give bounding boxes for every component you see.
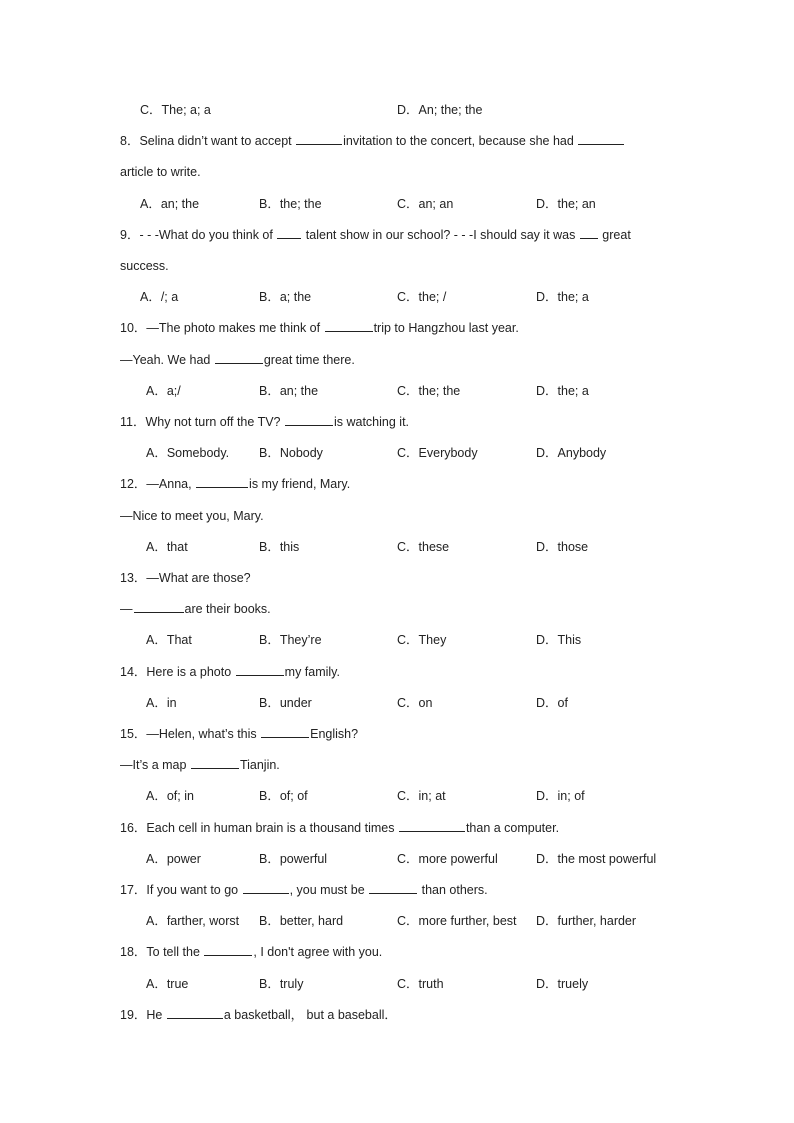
q16-text-2: than a computer. [465, 821, 560, 835]
q9-blank-1 [277, 227, 301, 239]
q11-text-1: 11．Why not turn off the TV? [120, 415, 284, 429]
q9-option-b[interactable]: B．a; the [259, 290, 312, 304]
q11-blank-1 [285, 414, 333, 426]
q16-options [0, 851, 794, 867]
q14-text-2: my family. [284, 665, 340, 679]
q12-stem-line2: —Nice to meet you, Mary. [120, 509, 264, 523]
q11-option-b[interactable]: B．Nobody [259, 446, 323, 460]
q18-text-2: , I don't agree with you. [253, 945, 383, 959]
q12-stem [120, 476, 350, 492]
q14-stem [120, 664, 340, 680]
q10-blank-2 [215, 352, 263, 364]
q9-option-a[interactable]: A．/; a [140, 290, 179, 304]
q17-text-3: than others. [418, 883, 488, 897]
q12-option-d[interactable]: D．those [536, 540, 589, 554]
q12-text-1: 12．—Anna, [120, 477, 196, 491]
q14-option-c[interactable]: C．on [397, 696, 433, 710]
q15-stem [120, 726, 358, 742]
q12-options [0, 539, 794, 555]
q9-text-2: talent show in our school? - - -I should say it was [302, 228, 579, 242]
q18-text-1: 18．To tell the [120, 945, 204, 959]
q8-option-b[interactable]: B．the; the [259, 197, 322, 211]
q14-text-1: 14．Here is a photo [120, 665, 235, 679]
q15-option-c[interactable]: C．in; at [397, 789, 446, 803]
q15-option-a[interactable]: A．of; in [146, 789, 194, 803]
q17-options [0, 913, 794, 929]
q11-option-c[interactable]: C．Everybody [397, 446, 478, 460]
q19-stem [120, 1007, 397, 1023]
q13-text-1: — [120, 602, 133, 616]
q12-option-b[interactable]: B．this [259, 540, 300, 554]
q17-text-1: 17．If you want to go [120, 883, 242, 897]
q16-text-1: 16．Each cell in human brain is a thousand times [120, 821, 398, 835]
q16-stem [120, 820, 559, 836]
q13-stem-line2 [120, 601, 271, 617]
q8-blank-1 [296, 133, 342, 145]
q10-text-3: —Yeah. We had [120, 353, 214, 367]
q18-blank-1 [204, 944, 252, 956]
q14-options [0, 695, 794, 711]
q17-text-2: , you must be [289, 883, 369, 897]
q16-option-d[interactable]: D．the most powerful [536, 852, 657, 866]
q10-options [0, 383, 794, 399]
q18-stem [120, 944, 382, 960]
q19-text-2: a basketball， but a baseball． [223, 1008, 397, 1022]
q18-option-c[interactable]: C．truth [397, 977, 444, 991]
q8-option-d[interactable]: D．the; an [536, 197, 596, 211]
q12-option-a[interactable]: A．that [146, 540, 188, 554]
q10-option-a[interactable]: A．a;/ [146, 384, 181, 398]
q18-option-a[interactable]: A．true [146, 977, 189, 991]
q12-blank-1 [196, 476, 248, 488]
q15-text-2: English? [310, 727, 359, 741]
q17-option-c[interactable]: C．more further, best [397, 914, 517, 928]
q13-option-a[interactable]: A．That [146, 633, 192, 647]
q9-stem [120, 227, 631, 243]
q15-blank-2 [191, 757, 239, 769]
q10-blank-1 [325, 320, 373, 332]
q12-text-2: is my friend, Mary. [249, 477, 351, 491]
q7-option-c[interactable]: C．The; a; a [140, 103, 211, 117]
q15-options [0, 788, 794, 804]
q8-stem-line2: article to write. [120, 165, 201, 179]
q10-text-1: 10．—The photo makes me think of [120, 321, 324, 335]
q15-text-1: 15．—Helen, what’s this [120, 727, 261, 741]
q17-blank-1 [243, 882, 289, 894]
q10-stem [120, 320, 519, 336]
q13-blank-1 [134, 601, 184, 613]
q17-blank-2 [369, 882, 417, 894]
q10-text-4: great time there. [263, 353, 355, 367]
q13-option-c[interactable]: C．They [397, 633, 447, 647]
q9-text-3: great [598, 228, 631, 242]
q8-text-2: invitation to the concert, because she had [343, 134, 578, 148]
q8-options [0, 196, 794, 212]
q15-option-b[interactable]: B．of; of [259, 789, 308, 803]
q15-stem-line2 [120, 757, 280, 773]
q14-option-a[interactable]: A．in [146, 696, 177, 710]
q13-text-2: are their books. [184, 602, 271, 616]
q9-option-c[interactable]: C．the; / [397, 290, 447, 304]
q17-option-a[interactable]: A．farther, worst [146, 914, 240, 928]
q13-options [0, 632, 794, 648]
q10-stem-line2 [120, 352, 355, 368]
q9-text-1: 9．- - -What do you think of [120, 228, 277, 242]
q8-stem [120, 133, 625, 149]
q10-text-2: trip to Hangzhou last year. [373, 321, 519, 335]
q15-text-4: Tianjin. [239, 758, 280, 772]
q8-blank-2 [578, 133, 624, 145]
q9-blank-2 [580, 227, 598, 239]
q10-option-d[interactable]: D．the; a [536, 384, 589, 398]
q9-options [0, 289, 794, 305]
q17-option-d[interactable]: D．further, harder [536, 914, 637, 928]
q8-option-a[interactable]: A．an; the [140, 197, 200, 211]
q17-option-b[interactable]: B．better, hard [259, 914, 344, 928]
q15-text-3: —It’s a map [120, 758, 190, 772]
q14-option-d[interactable]: D．of [536, 696, 568, 710]
q19-text-1: 19．He [120, 1008, 166, 1022]
q12-option-c[interactable]: C．these [397, 540, 450, 554]
q16-blank-1 [399, 820, 465, 832]
q13-stem: 13．—What are those? [120, 571, 251, 585]
q16-option-a[interactable]: A．power [146, 852, 201, 866]
q18-options [0, 976, 794, 992]
q11-options [0, 445, 794, 461]
q13-option-b[interactable]: B．They’re [259, 633, 322, 647]
q10-option-b[interactable]: B．an; the [259, 384, 319, 398]
q9-stem-line2: success. [120, 259, 169, 273]
q8-option-c[interactable]: C．an; an [397, 197, 454, 211]
q8-text-1: 8．Selina didn’t want to accept [120, 134, 296, 148]
q13-option-d[interactable]: D．This [536, 633, 582, 647]
q9-option-d[interactable]: D．the; a [536, 290, 589, 304]
q15-option-d[interactable]: D．in; of [536, 789, 585, 803]
q7-options [0, 102, 794, 118]
q14-blank-1 [236, 664, 284, 676]
q17-stem [120, 882, 488, 898]
q18-option-b[interactable]: B．truly [259, 977, 304, 991]
q15-blank-1 [261, 726, 309, 738]
q16-option-c[interactable]: C．more powerful [397, 852, 498, 866]
q14-option-b[interactable]: B．under [259, 696, 312, 710]
q11-text-2: is watching it. [333, 415, 410, 429]
q11-option-a[interactable]: A．Somebody. [146, 446, 230, 460]
q11-stem [120, 414, 409, 430]
q18-option-d[interactable]: D．truely [536, 977, 589, 991]
q11-option-d[interactable]: D．Anybody [536, 446, 607, 460]
q10-option-c[interactable]: C．the; the [397, 384, 461, 398]
q16-option-b[interactable]: B．powerful [259, 852, 328, 866]
q7-option-d[interactable]: D．An; the; the [397, 103, 483, 117]
q19-blank-1 [167, 1007, 223, 1019]
